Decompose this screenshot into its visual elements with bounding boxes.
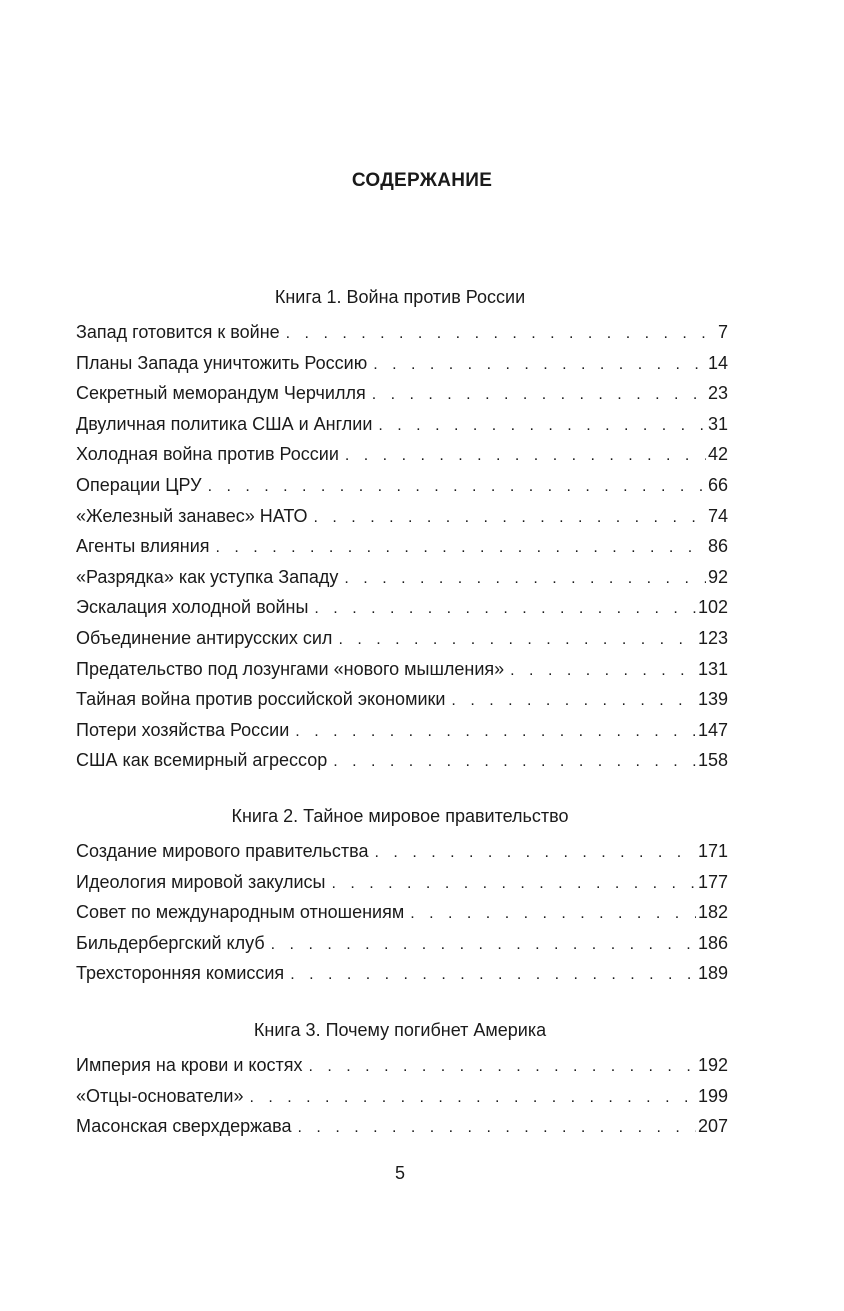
dot-leader (331, 875, 695, 893)
toc-entry-title: Двуличная политика США и Англии (76, 413, 373, 434)
dot-leader (338, 631, 696, 649)
toc-entry (76, 872, 728, 903)
toc-entry (76, 567, 728, 598)
toc-entry-title: Бильдербергский клуб (76, 932, 265, 953)
dot-leader (451, 692, 696, 710)
toc-entry (76, 506, 728, 537)
book-heading-3: Книга 3. Почему погибнет Америка (253, 1020, 547, 1040)
dot-leader (333, 753, 696, 771)
toc-entry-page: 147 (697, 719, 728, 740)
toc-entry (76, 1086, 728, 1117)
toc-entry (76, 750, 728, 781)
dot-leader (375, 844, 696, 862)
toc-entry-page: 66 (707, 474, 728, 495)
toc-entry (76, 720, 728, 751)
dot-leader (216, 539, 706, 557)
toc-entry-page: 123 (697, 627, 728, 648)
toc-entry-title: Эскалация холодной войны (76, 597, 309, 618)
toc-entry-page: 42 (707, 444, 728, 465)
dot-leader (378, 417, 706, 435)
dot-leader (309, 1058, 696, 1076)
dot-leader (314, 509, 706, 527)
toc-entry-title: США как всемирный агрессор (76, 750, 328, 771)
dot-leader (410, 905, 696, 923)
toc-entry-title: «Разрядка» как уступка Западу (76, 566, 339, 587)
toc-entry (76, 659, 728, 690)
toc-entry-page: 171 (697, 841, 728, 861)
toc-entry-title: Создание мирового правительства (76, 841, 369, 861)
toc-entry-page: 23 (707, 383, 728, 404)
toc-entry-page: 131 (697, 658, 728, 679)
toc-entry-title: Планы Запада уничтожить Россию (76, 352, 368, 373)
toc-entry-title: Масонская сверхдержава (76, 1116, 292, 1137)
toc-entry (76, 1116, 728, 1147)
toc-entry-title: Идеология мировой закулисы (76, 871, 326, 892)
toc-entry-page: 186 (697, 932, 728, 953)
dot-leader (373, 356, 706, 374)
toc-entry-title: Потери хозяйства России (76, 719, 290, 740)
toc-entry (76, 383, 728, 414)
toc-entry-title: «Отцы-основатели» (76, 1085, 244, 1106)
toc-entry-page: 7 (717, 322, 728, 342)
dot-leader (249, 1089, 695, 1107)
toc-entry-title: «Железный занавес» НАТО (76, 505, 308, 526)
toc-entry (76, 597, 728, 628)
toc-entry-page: 207 (697, 1116, 728, 1137)
toc-entry-title: Империя на крови и костях (76, 1055, 303, 1075)
toc-entry-page: 74 (707, 505, 728, 526)
dot-leader (314, 600, 696, 618)
dot-leader (290, 966, 696, 984)
toc-entry (76, 322, 728, 353)
book-heading-1: Книга 1. Война против России (274, 287, 526, 307)
page-number: 5 (394, 1163, 405, 1183)
toc-entry (76, 414, 728, 445)
book-1-entries (76, 322, 728, 781)
toc-entry-title: Секретный меморандум Черчилля (76, 383, 366, 404)
toc-entry (76, 628, 728, 659)
page-title: СОДЕРЖАНИЕ (351, 170, 493, 191)
toc-entry-page: 92 (707, 566, 728, 587)
toc-entry-page: 86 (707, 536, 728, 557)
toc-entry-page: 31 (707, 413, 728, 434)
toc-entry (76, 353, 728, 384)
dot-leader (271, 936, 696, 954)
book-3-entries (76, 1055, 728, 1147)
toc-entry-title: Запад готовится к войне (76, 322, 280, 342)
toc-entry-title: Предательство под лозунгами «нового мышления» (76, 658, 505, 679)
toc-entry-title: Операции ЦРУ (76, 474, 202, 495)
toc-entry (76, 1055, 728, 1086)
toc-entry-page: 102 (697, 597, 728, 618)
toc-entry (76, 933, 728, 964)
toc-entry (76, 902, 728, 933)
dot-leader (298, 1119, 696, 1137)
toc-entry-title: Тайная война против российской экономики (76, 689, 446, 710)
toc-entry (76, 841, 728, 872)
dot-leader (510, 662, 696, 680)
toc-entry-title: Трехсторонняя комиссия (76, 963, 285, 984)
toc-entry-page: 199 (697, 1085, 728, 1106)
toc-entry (76, 963, 728, 994)
dot-leader (295, 723, 696, 741)
toc-entry-page: 158 (697, 750, 728, 771)
toc-entry-page: 192 (697, 1055, 728, 1075)
dot-leader (372, 386, 706, 404)
toc-entry-page: 14 (707, 352, 728, 373)
toc-entry (76, 475, 728, 506)
book-2-entries (76, 841, 728, 994)
toc-entry-title: Холодная война против России (76, 444, 339, 465)
toc-entry-title: Объединение антирусских сил (76, 627, 333, 648)
toc-entry-title: Агенты влияния (76, 536, 210, 557)
dot-leader (345, 447, 706, 465)
toc-entry-page: 189 (697, 963, 728, 984)
toc-entry (76, 536, 728, 567)
toc-entry-page: 182 (697, 902, 728, 923)
book-heading-2: Книга 2. Тайное мировое правительство (231, 806, 569, 826)
dot-leader (208, 478, 706, 496)
toc-entry (76, 689, 728, 720)
dot-leader (286, 325, 716, 343)
toc-entry-page: 177 (697, 871, 728, 892)
toc-entry-page: 139 (697, 689, 728, 710)
dot-leader (344, 570, 706, 588)
toc-entry-title: Совет по международным отношениям (76, 902, 405, 923)
toc-entry (76, 444, 728, 475)
